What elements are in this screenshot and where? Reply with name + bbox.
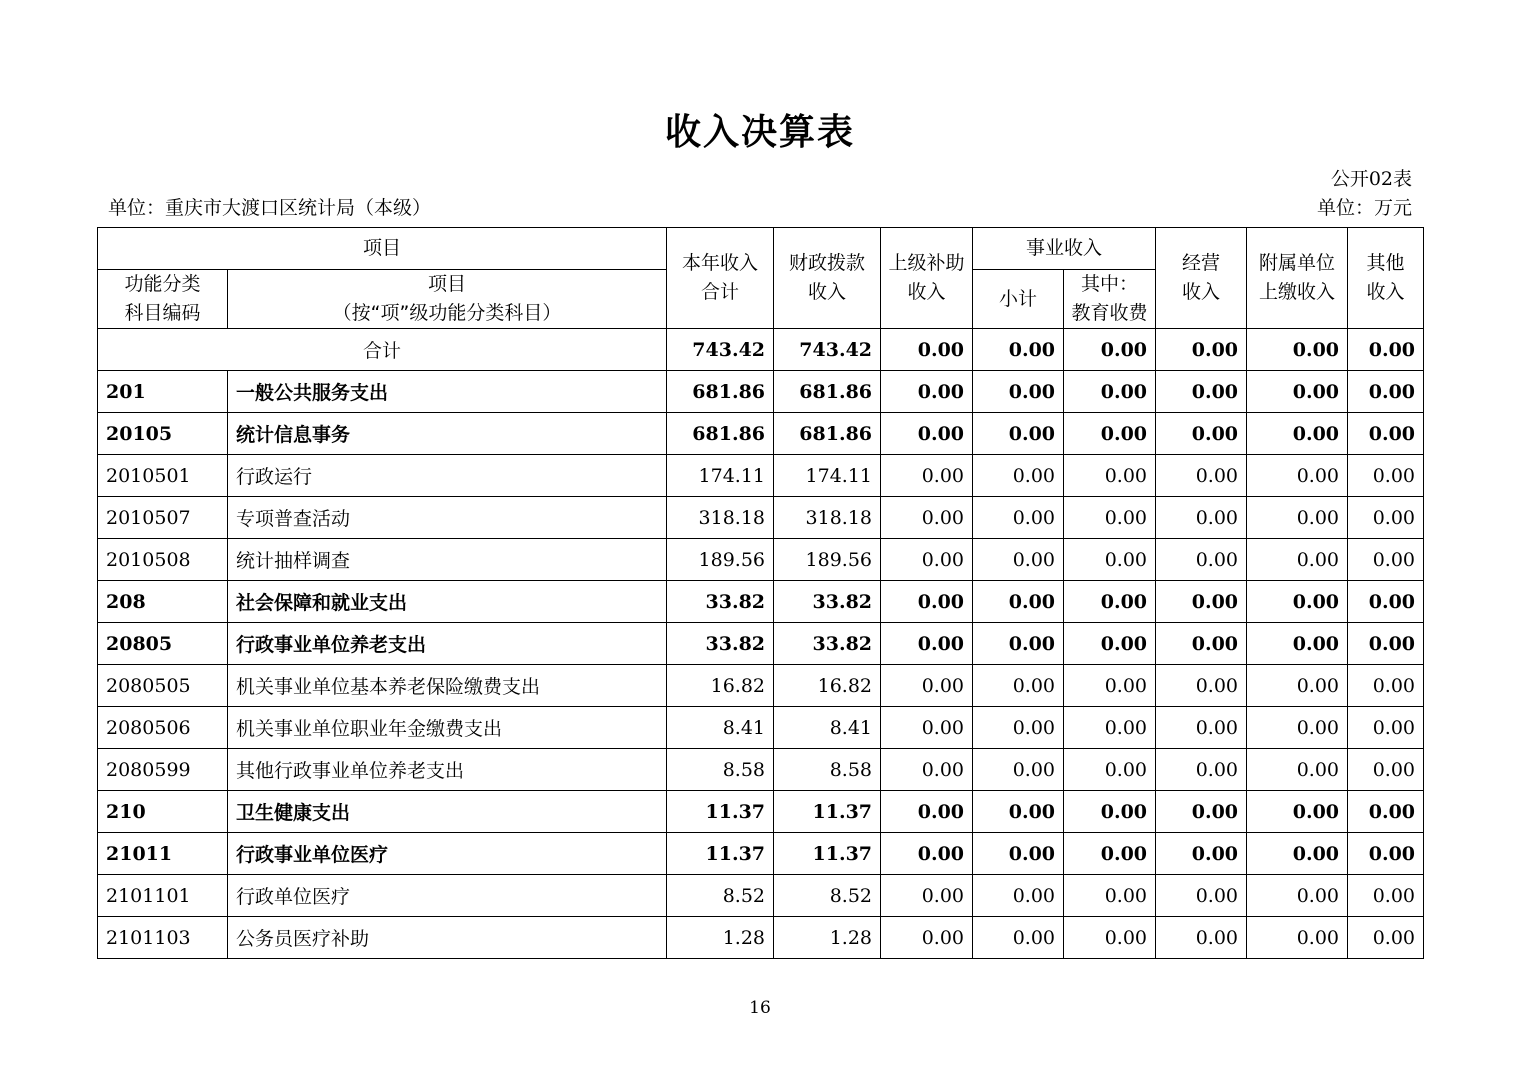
row-value: 11.37 [774,791,881,833]
total-value: 0.00 [1348,329,1424,371]
row-value: 1.28 [667,917,774,959]
header-total: 本年收入 合计 [667,228,774,329]
row-value: 0.00 [1064,539,1156,581]
row-value: 681.86 [667,413,774,455]
row-value: 33.82 [774,623,881,665]
table-row [98,455,1424,497]
row-value: 8.58 [667,749,774,791]
row-value: 0.00 [1247,707,1348,749]
row-value: 0.00 [1348,413,1424,455]
row-value: 0.00 [1156,413,1247,455]
page-number: 16 [749,998,771,1018]
row-value: 0.00 [881,917,973,959]
row-value: 0.00 [1156,497,1247,539]
header-affiliated: 附属单位 上缴收入 [1247,228,1348,329]
header-subtotal: 小计 [973,270,1064,329]
row-value: 0.00 [1156,791,1247,833]
row-value: 0.00 [973,665,1064,707]
row-value: 0.00 [973,707,1064,749]
row-value: 0.00 [1247,749,1348,791]
row-value: 0.00 [973,749,1064,791]
reporting-unit: 单位：重庆市大渡口区统计局（本级） [108,197,432,219]
table-row [98,413,1424,455]
row-value: 0.00 [973,539,1064,581]
row-name: 卫生健康支出 [228,791,667,833]
row-name: 机关事业单位职业年金缴费支出 [228,707,667,749]
currency-unit: 单位：万元 [1316,197,1412,219]
row-value: 0.00 [1156,875,1247,917]
row-value: 0.00 [881,665,973,707]
total-value: 0.00 [1064,329,1156,371]
row-value: 0.00 [1064,581,1156,623]
row-value: 0.00 [1247,875,1348,917]
row-value: 0.00 [1156,539,1247,581]
row-value: 0.00 [1156,707,1247,749]
row-value: 0.00 [881,875,973,917]
row-value: 0.00 [1348,791,1424,833]
row-value: 0.00 [1348,497,1424,539]
total-value: 0.00 [1156,329,1247,371]
row-value: 0.00 [1247,623,1348,665]
row-value: 0.00 [881,833,973,875]
row-value: 0.00 [1156,917,1247,959]
header-operating: 经营 收入 [1156,228,1247,329]
total-value: 743.42 [774,329,881,371]
row-code: 21011 [98,833,228,875]
row-value: 0.00 [1348,875,1424,917]
row-value: 0.00 [1156,371,1247,413]
total-value: 0.00 [1247,329,1348,371]
row-value: 0.00 [1064,623,1156,665]
table-row [98,833,1424,875]
row-value: 0.00 [973,833,1064,875]
row-code: 20805 [98,623,228,665]
row-value: 0.00 [881,749,973,791]
page-title: 收入决算表 [664,112,855,153]
row-value: 681.86 [774,371,881,413]
row-value: 0.00 [1156,665,1247,707]
row-value: 0.00 [1156,455,1247,497]
row-value: 318.18 [774,497,881,539]
table-row [98,791,1424,833]
row-value: 16.82 [774,665,881,707]
row-value: 33.82 [667,623,774,665]
header-item: 项目 （按“项”级功能分类科目） [228,270,667,329]
row-name: 其他行政事业单位养老支出 [228,749,667,791]
row-value: 0.00 [1348,833,1424,875]
row-value: 0.00 [881,623,973,665]
row-name: 公务员医疗补助 [228,917,667,959]
table-row [98,665,1424,707]
row-code: 208 [98,581,228,623]
row-name: 行政事业单位养老支出 [228,623,667,665]
row-value: 0.00 [881,413,973,455]
row-value: 0.00 [1064,455,1156,497]
row-value: 33.82 [667,581,774,623]
row-value: 0.00 [1156,623,1247,665]
header-func-code: 功能分类 科目编码 [98,270,228,329]
row-value: 0.00 [1064,665,1156,707]
table-row [98,581,1424,623]
row-value: 0.00 [881,497,973,539]
row-value: 0.00 [973,917,1064,959]
row-value: 0.00 [1156,749,1247,791]
row-value: 0.00 [881,371,973,413]
row-value: 0.00 [1064,371,1156,413]
row-value: 0.00 [973,497,1064,539]
row-code: 2010501 [98,455,228,497]
total-value: 743.42 [667,329,774,371]
row-value: 0.00 [1348,917,1424,959]
row-value: 1.28 [774,917,881,959]
row-value: 33.82 [774,581,881,623]
row-value: 0.00 [1247,581,1348,623]
row-value: 0.00 [973,581,1064,623]
row-code: 2101101 [98,875,228,917]
row-value: 0.00 [1348,665,1424,707]
row-name: 统计信息事务 [228,413,667,455]
header-edu-fee: 其中： 教育收费 [1064,270,1156,329]
row-value: 11.37 [667,791,774,833]
header-other: 其他 收入 [1348,228,1424,329]
table-row [98,539,1424,581]
row-value: 681.86 [774,413,881,455]
row-value: 174.11 [774,455,881,497]
table-row [98,623,1424,665]
row-value: 0.00 [973,623,1064,665]
row-value: 0.00 [881,539,973,581]
row-value: 0.00 [881,581,973,623]
row-code: 201 [98,371,228,413]
header-fiscal: 财政拨款 收入 [774,228,881,329]
row-value: 0.00 [1348,749,1424,791]
row-code: 2101103 [98,917,228,959]
row-value: 681.86 [667,371,774,413]
table-row [98,707,1424,749]
row-value: 0.00 [1064,749,1156,791]
row-name: 专项普查活动 [228,497,667,539]
form-number: 公开02表 [1330,168,1412,190]
row-value: 0.00 [1348,707,1424,749]
row-value: 0.00 [973,791,1064,833]
row-value: 0.00 [1247,497,1348,539]
row-value: 0.00 [1064,917,1156,959]
row-value: 0.00 [973,371,1064,413]
row-value: 0.00 [973,413,1064,455]
row-name: 一般公共服务支出 [228,371,667,413]
row-value: 0.00 [1348,581,1424,623]
row-value: 0.00 [881,455,973,497]
row-name: 社会保障和就业支出 [228,581,667,623]
total-row [98,329,1424,371]
row-value: 0.00 [881,791,973,833]
row-code: 210 [98,791,228,833]
row-value: 0.00 [1064,707,1156,749]
row-name: 机关事业单位基本养老保险缴费支出 [228,665,667,707]
row-value: 8.52 [667,875,774,917]
table-row [98,875,1424,917]
table-row [98,497,1424,539]
row-code: 2010508 [98,539,228,581]
row-value: 0.00 [1348,371,1424,413]
row-value: 0.00 [1348,539,1424,581]
row-code: 2080506 [98,707,228,749]
row-value: 8.58 [774,749,881,791]
row-value: 0.00 [1247,791,1348,833]
row-value: 0.00 [1064,497,1156,539]
row-value: 0.00 [1247,371,1348,413]
row-value: 0.00 [1247,833,1348,875]
row-value: 174.11 [667,455,774,497]
row-code: 2080599 [98,749,228,791]
row-name: 统计抽样调查 [228,539,667,581]
table-row [98,749,1424,791]
row-value: 0.00 [1156,833,1247,875]
header-superior: 上级补助 收入 [881,228,973,329]
total-label: 合计 [98,329,667,371]
header-career: 事业收入 [973,228,1156,270]
row-value: 189.56 [667,539,774,581]
row-value: 11.37 [667,833,774,875]
row-code: 2080505 [98,665,228,707]
total-value: 0.00 [973,329,1064,371]
row-value: 0.00 [1064,413,1156,455]
row-value: 8.52 [774,875,881,917]
income-statement-table [97,227,1424,959]
table-row [98,371,1424,413]
row-code: 2010507 [98,497,228,539]
row-value: 0.00 [1064,833,1156,875]
row-value: 0.00 [1156,581,1247,623]
row-value: 0.00 [973,455,1064,497]
row-value: 0.00 [1348,623,1424,665]
row-value: 0.00 [1064,791,1156,833]
row-name: 行政单位医疗 [228,875,667,917]
row-value: 0.00 [1348,455,1424,497]
row-value: 0.00 [973,875,1064,917]
row-value: 16.82 [667,665,774,707]
row-value: 189.56 [774,539,881,581]
row-value: 0.00 [1247,539,1348,581]
row-value: 0.00 [1247,917,1348,959]
table-row [98,917,1424,959]
row-name: 行政事业单位医疗 [228,833,667,875]
row-value: 0.00 [1247,665,1348,707]
row-code: 20105 [98,413,228,455]
row-value: 0.00 [1247,455,1348,497]
total-value: 0.00 [881,329,973,371]
row-value: 0.00 [1064,875,1156,917]
header-project: 项目 [98,228,667,270]
row-value: 11.37 [774,833,881,875]
row-value: 8.41 [774,707,881,749]
row-value: 8.41 [667,707,774,749]
row-name: 行政运行 [228,455,667,497]
row-value: 0.00 [881,707,973,749]
row-value: 0.00 [1247,413,1348,455]
row-value: 318.18 [667,497,774,539]
